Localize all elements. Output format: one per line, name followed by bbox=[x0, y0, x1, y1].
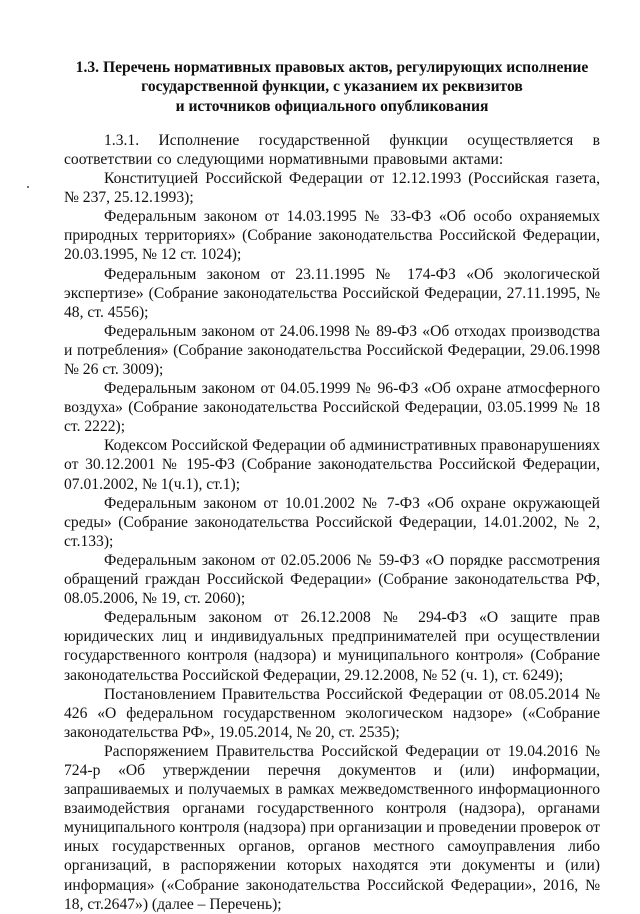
paragraph-order-724r: Распоряжением Правительства Российской Федерации от 19.04.2016 № 724-р «Об утверждении перечня документов и (или) информации, запрашиваемых и получаемых в рамках межведомственного информационного взаимодействия органами государственного контроля (надзора), органами муниципального контроля (надзора) при организации и проведении проверок от иных государственных органов, органов местного самоуправления либо организаций, в распоряжении которых находятся эти документы и (или) информация» («Собрание законодательства Российской Федерации», 2016, № 18, ст.2647») (далее – Перечень); bbox=[64, 742, 600, 913]
paragraph-law-174fz: Федеральным законом от 23.11.1995 № 174-ФЗ «Об экологической экспертизе» (Собрание законодательства Российской Федерации, 27.11.1995, № 48, ст. 4556); bbox=[64, 265, 600, 321]
heading-line-2: государственной функции, с указанием их реквизитов bbox=[141, 78, 523, 96]
paragraph-intro: 1.3.1. Исполнение государственной функции осуществляется в соответствии со следующими нормативными правовыми актами: bbox=[64, 131, 600, 168]
paragraph-law-96fz: Федеральным законом от 04.05.1999 № 96-ФЗ «Об охране атмосферного воздуха» (Собрание законодательства Российской Федерации, 03.05.1999 № 18 ст. 2222); bbox=[64, 380, 600, 436]
paragraph-law-33fz: Федеральным законом от 14.03.1995 № 33-ФЗ «Об особо охраняемых природных территориях» (Собрание законодательства Российской Федерации, 20.03.1995, № 12 ст. 1024); bbox=[64, 208, 600, 264]
paragraph-koap-195fz: Кодексом Российской Федерации об административных правонарушениях от 30.12.2001 № 195-ФЗ (Собрание законодательства Российской Федерации, 07.01.2002, № 1(ч.1), ст.1); bbox=[64, 437, 600, 493]
paragraph-law-59fz: Федеральным законом от 02.05.2006 № 59-ФЗ «О порядке рассмотрения обращений граждан Российской Федерации» (Собрание законодательства РФ, 08.05.2006, № 19, ст. 2060); bbox=[64, 551, 600, 608]
heading-line-1: 1.3. Перечень нормативных правовых актов, регулирующих исполнение bbox=[75, 59, 589, 76]
paragraph-law-89fz: Федеральным законом от 24.06.1998 № 89-ФЗ «Об отходах производства и потребления» (Собрание законодательства Российской Федерации, 29.06.1998 № 26 ст. 3009); bbox=[64, 322, 600, 379]
section-heading bbox=[64, 58, 600, 116]
document-page bbox=[64, 58, 600, 914]
heading-line-3: и источников официального опубликования bbox=[175, 97, 489, 115]
paragraph-constitution: Конституцией Российской Федерации от 12.12.1993 (Российская газета, № 237, 25.12.1993); bbox=[64, 170, 600, 207]
paragraph-law-7fz: Федеральным законом от 10.01.2002 № 7-ФЗ «Об охране окружающей среды» (Собрание законодательства Российской Федерации, 14.01.2002, № 2, ст.133); bbox=[64, 494, 600, 550]
paragraph-law-294fz: Федеральным законом от 26.12.2008 № 294-ФЗ «О защите прав юридических лиц и индивидуальных предпринимателей при осуществлении государственного контроля (надзора) и муниципального контроля» (Собрание законодательства Российской Федерации, 29.12.2008, № 52 (ч. 1), ст. 6249); bbox=[64, 609, 600, 684]
scan-speck bbox=[27, 186, 29, 188]
paragraph-resolution-426: Постановлением Правительства Российской Федерации от 08.05.2014 № 426 «О федеральном государственном экологическом надзоре» («Собрание законодательства РФ», 19.05.2014, № 20, ст. 2535); bbox=[64, 685, 600, 741]
